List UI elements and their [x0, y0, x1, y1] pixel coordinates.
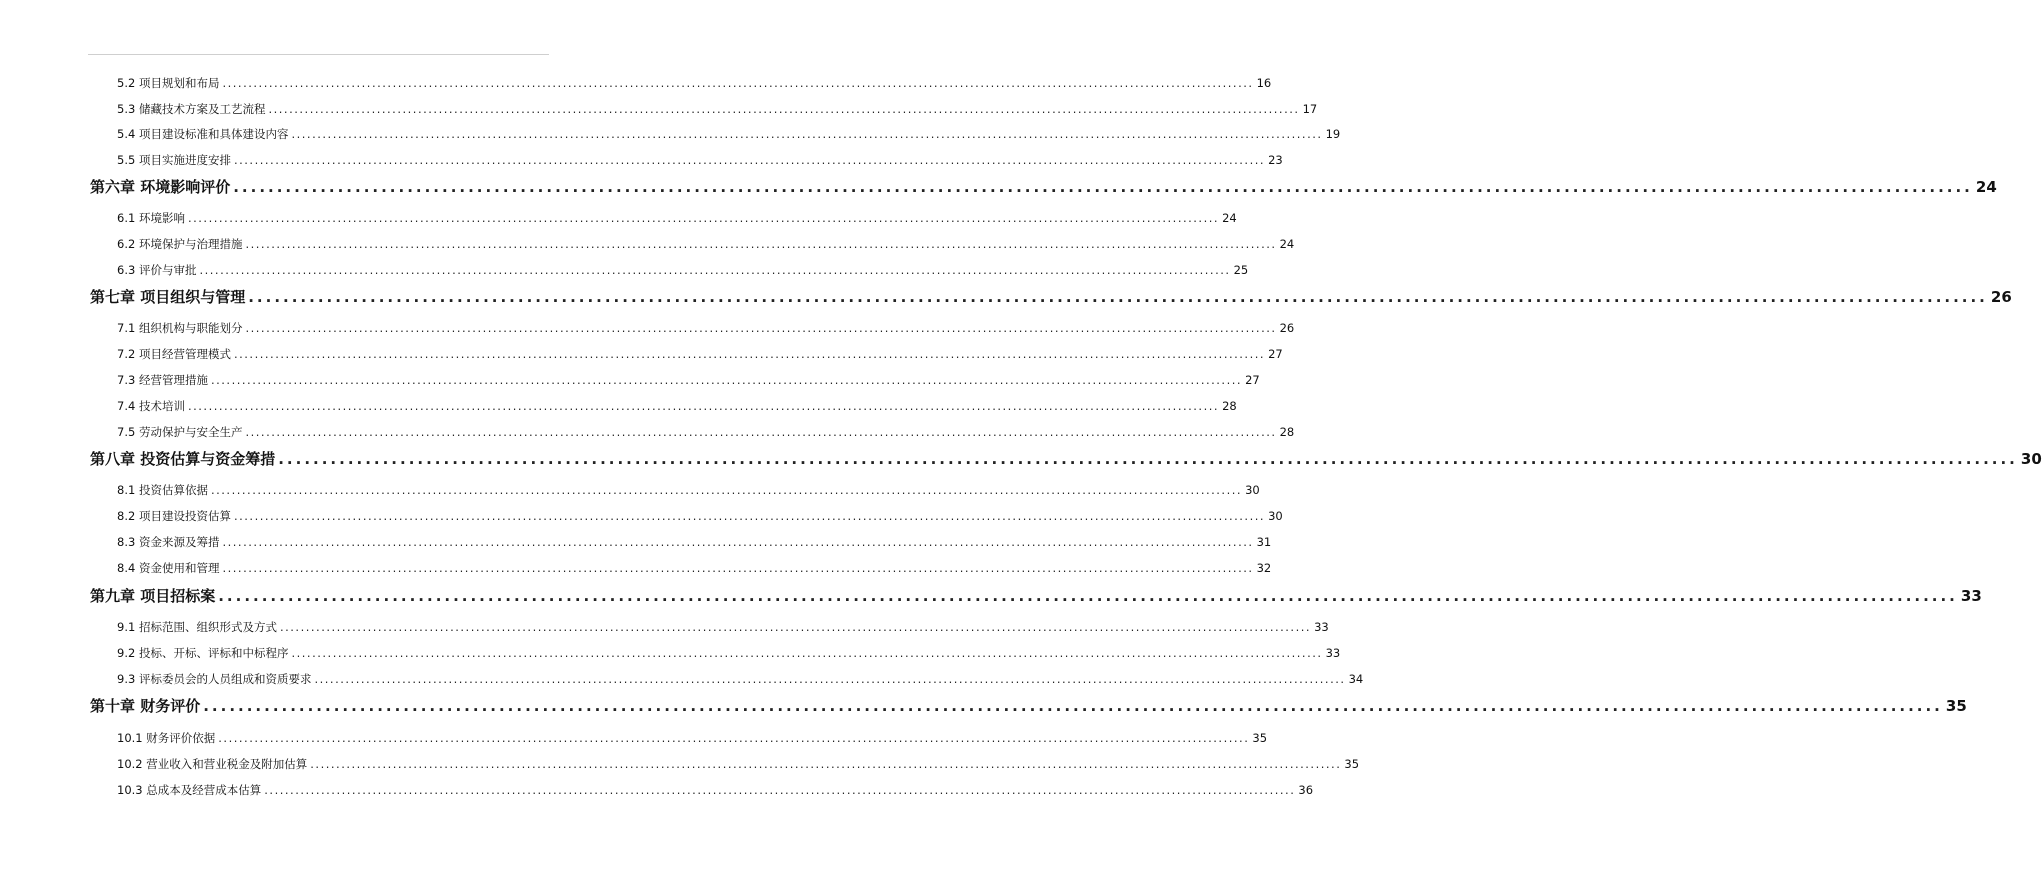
toc-entry-page: 27 [1268, 347, 1283, 361]
toc-entry[interactable] [117, 507, 1283, 525]
toc-chapter-label: 第十章 财务评价 [90, 697, 201, 715]
dot-leader: ........................................................................................................................................................................................................ [279, 620, 1312, 634]
toc-entry-label: 10.2 营业收入和营业税金及附加估算 [117, 757, 308, 771]
dot-leader: ........................................................................................................................................................................................................ [291, 127, 1323, 141]
toc-entry-label: 10.1 财务评价依据 [117, 731, 216, 745]
toc-entry-page: 36 [1298, 783, 1314, 797]
toc-entry[interactable] [117, 533, 1272, 551]
toc-entry[interactable] [117, 319, 1295, 337]
dot-leader: ........................................................................................................................................................................................................ [222, 561, 1254, 575]
dot-leader: ........................................................................................................................................................................................................ [222, 76, 1254, 90]
toc-entry-label: 9.2 投标、开标、评标和中标程序 [117, 646, 289, 660]
toc-chapter-label: 第六章 环境影响评价 [90, 178, 231, 196]
dot-leader: ........................................................................................................................................................................................................ [210, 373, 1243, 387]
toc-entry-label: 7.1 组织机构与职能划分 [117, 321, 243, 335]
toc-entry[interactable] [117, 644, 1341, 662]
toc-entry-page: 28 [1279, 425, 1295, 439]
toc-entry-label: 9.1 招标范围、组织形式及方式 [117, 620, 277, 634]
toc-entry-label: 9.3 评标委员会的人员组成和资质要求 [117, 672, 312, 686]
toc-entry-label: 5.3 储藏技术方案及工艺流程 [117, 102, 266, 116]
dot-leader: ........................................................................................................................................................................................................ [233, 153, 1266, 167]
toc-chapter[interactable] [90, 584, 1982, 608]
toc-entry-page: 33 [1314, 620, 1329, 634]
toc-entry-label: 8.2 项目建设投资估算 [117, 509, 231, 523]
toc-entry-page: 35 [1344, 757, 1360, 771]
toc-entry[interactable] [117, 618, 1329, 636]
toc-entry[interactable] [117, 670, 1364, 688]
toc-chapter-page: 24 [1975, 178, 1997, 196]
toc-entry[interactable] [117, 345, 1283, 363]
dot-leader: ........................................................................................................................................................................................................ [218, 587, 1958, 605]
toc-entry-label: 8.1 投资估算依据 [117, 483, 208, 497]
dot-leader: ........................................................................................................................................................................................................ [314, 672, 1346, 686]
toc-entry[interactable] [117, 781, 1314, 799]
toc-entry-page: 23 [1268, 153, 1283, 167]
toc-entry[interactable] [117, 559, 1272, 577]
toc-chapter[interactable] [90, 285, 2012, 309]
toc-chapter-page: 30 [2020, 450, 2042, 468]
toc-entry-page: 30 [1268, 509, 1283, 523]
toc-chapter[interactable] [90, 175, 1997, 199]
toc-entry[interactable] [117, 235, 1295, 253]
toc-chapter[interactable] [90, 447, 2042, 471]
toc-entry-label: 7.3 经营管理措施 [117, 373, 208, 387]
dot-leader: ........................................................................................................................................................................................................ [248, 288, 1988, 306]
toc-entry[interactable] [117, 729, 1268, 747]
toc-entry-page: 30 [1245, 483, 1260, 497]
dot-leader: ........................................................................................................................................................................................................ [233, 347, 1266, 361]
toc-entry[interactable] [117, 371, 1260, 389]
toc-entry-label: 6.3 评价与审批 [117, 263, 197, 277]
toc-entry-page: 34 [1348, 672, 1364, 686]
dot-leader: ........................................................................................................................................................................................................ [203, 697, 1943, 715]
dot-leader: ........................................................................................................................................................................................................ [210, 483, 1243, 497]
toc-entry-label: 8.3 资金来源及筹措 [117, 535, 220, 549]
dot-leader: ........................................................................................................................................................................................................ [187, 399, 1220, 413]
toc-entry[interactable] [117, 755, 1360, 773]
toc-entry-page: 17 [1302, 102, 1318, 116]
dot-leader: ........................................................................................................................................................................................................ [278, 450, 2018, 468]
toc-entry[interactable] [117, 125, 1341, 143]
toc-entry-page: 25 [1233, 263, 1249, 277]
dot-leader: ........................................................................................................................................................................................................ [268, 102, 1300, 116]
toc-entry-page: 16 [1256, 76, 1272, 90]
dot-leader: ........................................................................................................................................................................................................ [245, 237, 1277, 251]
toc-entry-page: 24 [1279, 237, 1295, 251]
toc-entry-page: 26 [1279, 321, 1295, 335]
toc-entry-label: 5.2 项目规划和布局 [117, 76, 220, 90]
toc-entry[interactable] [117, 261, 1249, 279]
toc-entry-page: 28 [1222, 399, 1237, 413]
toc-entry-label: 7.4 技术培训 [117, 399, 185, 413]
toc-chapter-label: 第七章 项目组织与管理 [90, 288, 246, 306]
toc-entry-label: 10.3 总成本及经营成本估算 [117, 783, 262, 797]
toc-chapter-page: 26 [1990, 288, 2012, 306]
dot-leader: ........................................................................................................................................................................................................ [291, 646, 1323, 660]
dot-leader: ........................................................................................................................................................................................................ [233, 509, 1266, 523]
toc-entry[interactable] [117, 397, 1237, 415]
dot-leader: ........................................................................................................................................................................................................ [310, 757, 1342, 771]
toc-entry[interactable] [117, 74, 1272, 92]
dot-leader: ........................................................................................................................................................................................................ [187, 211, 1220, 225]
toc-entry-label: 7.2 项目经营管理模式 [117, 347, 231, 361]
toc-chapter-label: 第八章 投资估算与资金筹措 [90, 450, 276, 468]
toc-entry-label: 5.5 项目实施进度安排 [117, 153, 231, 167]
toc-entry-page: 24 [1222, 211, 1237, 225]
dot-leader: ........................................................................................................................................................................................................ [245, 321, 1277, 335]
toc-entry[interactable] [117, 423, 1295, 441]
dot-leader: ........................................................................................................................................................................................................ [218, 731, 1250, 745]
toc-entry[interactable] [117, 100, 1318, 118]
dot-leader: ........................................................................................................................................................................................................ [245, 425, 1277, 439]
toc-entry-page: 19 [1325, 127, 1341, 141]
dot-leader: ........................................................................................................................................................................................................ [264, 783, 1296, 797]
toc-entry-page: 31 [1256, 535, 1272, 549]
toc-chapter-page: 35 [1945, 697, 1967, 715]
toc-entry-page: 27 [1245, 373, 1260, 387]
toc-entry-page: 32 [1256, 561, 1272, 575]
toc-entry[interactable] [117, 481, 1260, 499]
toc-chapter-label: 第九章 项目招标案 [90, 587, 216, 605]
dot-leader: ........................................................................................................................................................................................................ [233, 178, 1973, 196]
toc-entry[interactable] [117, 151, 1283, 169]
dot-leader: ........................................................................................................................................................................................................ [199, 263, 1231, 277]
toc-entry-label: 7.5 劳动保护与安全生产 [117, 425, 243, 439]
toc-entry-label: 6.1 环境影响 [117, 211, 185, 225]
toc-entry-page: 33 [1325, 646, 1341, 660]
toc-entry-label: 5.4 项目建设标准和具体建设内容 [117, 127, 289, 141]
toc-entry-label: 8.4 资金使用和管理 [117, 561, 220, 575]
toc-chapter[interactable] [90, 694, 1967, 718]
dot-leader: ........................................................................................................................................................................................................ [222, 535, 1254, 549]
toc-entry-page: 35 [1252, 731, 1268, 745]
toc-chapter-page: 33 [1960, 587, 1982, 605]
toc-entry[interactable] [117, 209, 1237, 227]
header-rule [88, 54, 549, 55]
toc-entry-label: 6.2 环境保护与治理措施 [117, 237, 243, 251]
